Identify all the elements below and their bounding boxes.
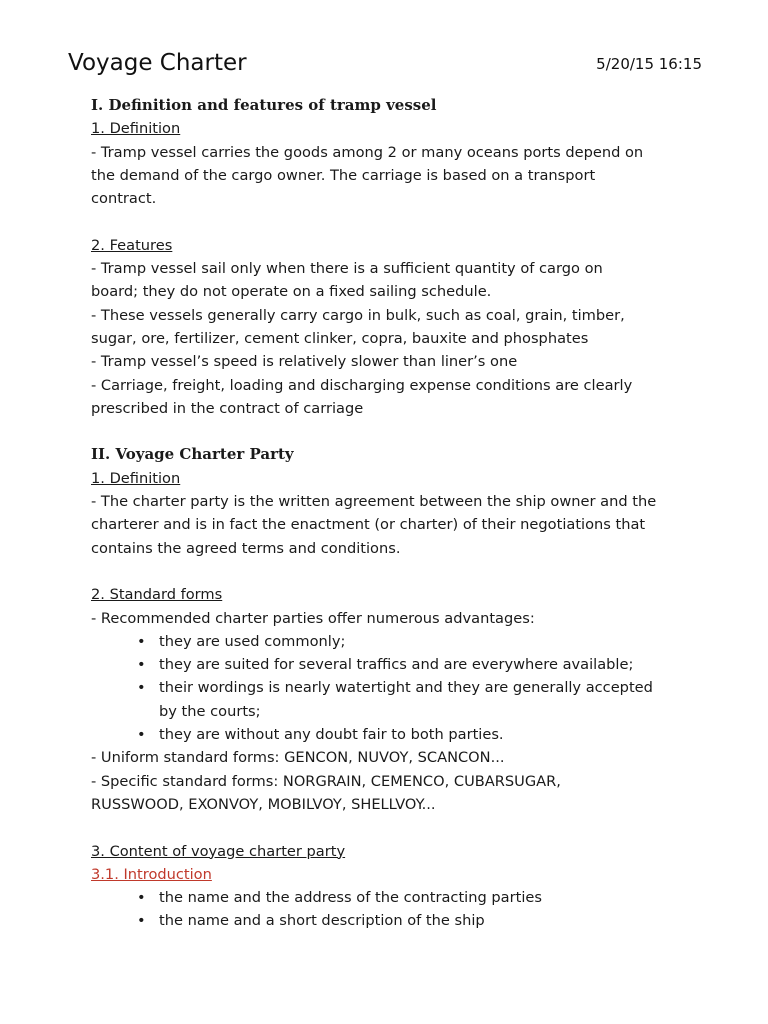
list-item [91,630,691,653]
list-item [91,723,691,746]
list-item [91,909,691,932]
list-item-text-continuation: by the courts; [159,702,261,720]
bullet-icon: • [137,726,146,744]
introduction-list [91,886,691,933]
subheading-features: 2. Features [91,236,173,254]
list-item-text: the name and the address of the contracting parties [159,889,542,907]
paragraph-line: - Recommended charter parties offer numerous advantages: [91,609,535,627]
paragraph-line: contains the agreed terms and conditions. [91,539,401,557]
paragraph-line: board; they do not operate on a fixed sailing schedule. [91,283,492,301]
section-heading-1: I. Definition and features of tramp vessel [91,96,437,114]
paragraph-line: prescribed in the contract of carriage [91,399,364,417]
list-item [91,886,691,909]
page-title: Voyage Charter [68,50,247,76]
bullet-icon: • [137,656,146,674]
section-heading-2: II. Voyage Charter Party [91,445,294,464]
bullet-icon: • [137,632,146,650]
list-item-text: they are used commonly; [159,632,346,650]
paragraph-line: sugar, ore, fertilizer, cement clinker, copra, bauxite and phosphates [91,329,589,347]
page-header [68,48,702,80]
subheading-definition-2: 1. Definition [91,469,181,487]
subheading-definition-1: 1. Definition [91,120,181,138]
list-item-text: they are suited for several traffics and are everywhere available; [159,656,634,674]
paragraph-line: - Tramp vessel sail only when there is a sufficient quantity of cargo on [91,260,603,278]
bullet-icon: • [137,889,146,907]
paragraph-line: - The charter party is the written agreement between the ship owner and the [91,493,657,511]
spacer [91,816,691,839]
bullet-icon: • [137,679,146,697]
list-item-text: they are without any doubt fair to both parties. [159,726,504,744]
advantages-list [91,630,691,746]
paragraph-line: - Tramp vessel carries the goods among 2 or many oceans ports depend on [91,143,644,161]
paragraph-line: - Uniform standard forms: GENCON, NUVOY, SCANCON... [91,749,505,767]
paragraph-line: charterer and is in fact the enactment (or charter) of their negotiations that [91,516,646,534]
timestamp: 5/20/15 16:15 [596,55,702,73]
spacer [91,420,691,443]
paragraph-line: RUSSWOOD, EXONVOY, MOBILVOY, SHELLVOY... [91,795,436,813]
bullet-icon: • [137,912,146,930]
list-item-text: their wordings is nearly watertight and they are generally accepted [159,679,653,697]
spacer [91,210,691,233]
paragraph-line: - Tramp vessel’s speed is relatively slower than liner’s one [91,353,518,371]
list-item-text: the name and a short description of the ship [159,912,485,930]
paragraph-line: the demand of the cargo owner. The carriage is based on a transport [91,166,596,184]
document-body [91,94,691,933]
subheading-introduction: 3.1. Introduction [91,865,212,883]
paragraph-line: contract. [91,190,157,208]
spacer [91,560,691,583]
subheading-content: 3. Content of voyage charter party [91,842,346,860]
subheading-standard-forms: 2. Standard forms [91,586,223,604]
paragraph-line: - Specific standard forms: NORGRAIN, CEMENCO, CUBARSUGAR, [91,772,561,790]
paragraph-line: - These vessels generally carry cargo in bulk, such as coal, grain, timber, [91,306,625,324]
list-item [91,653,691,676]
list-item [91,676,691,723]
paragraph-line: - Carriage, freight, loading and discharging expense conditions are clearly [91,376,633,394]
